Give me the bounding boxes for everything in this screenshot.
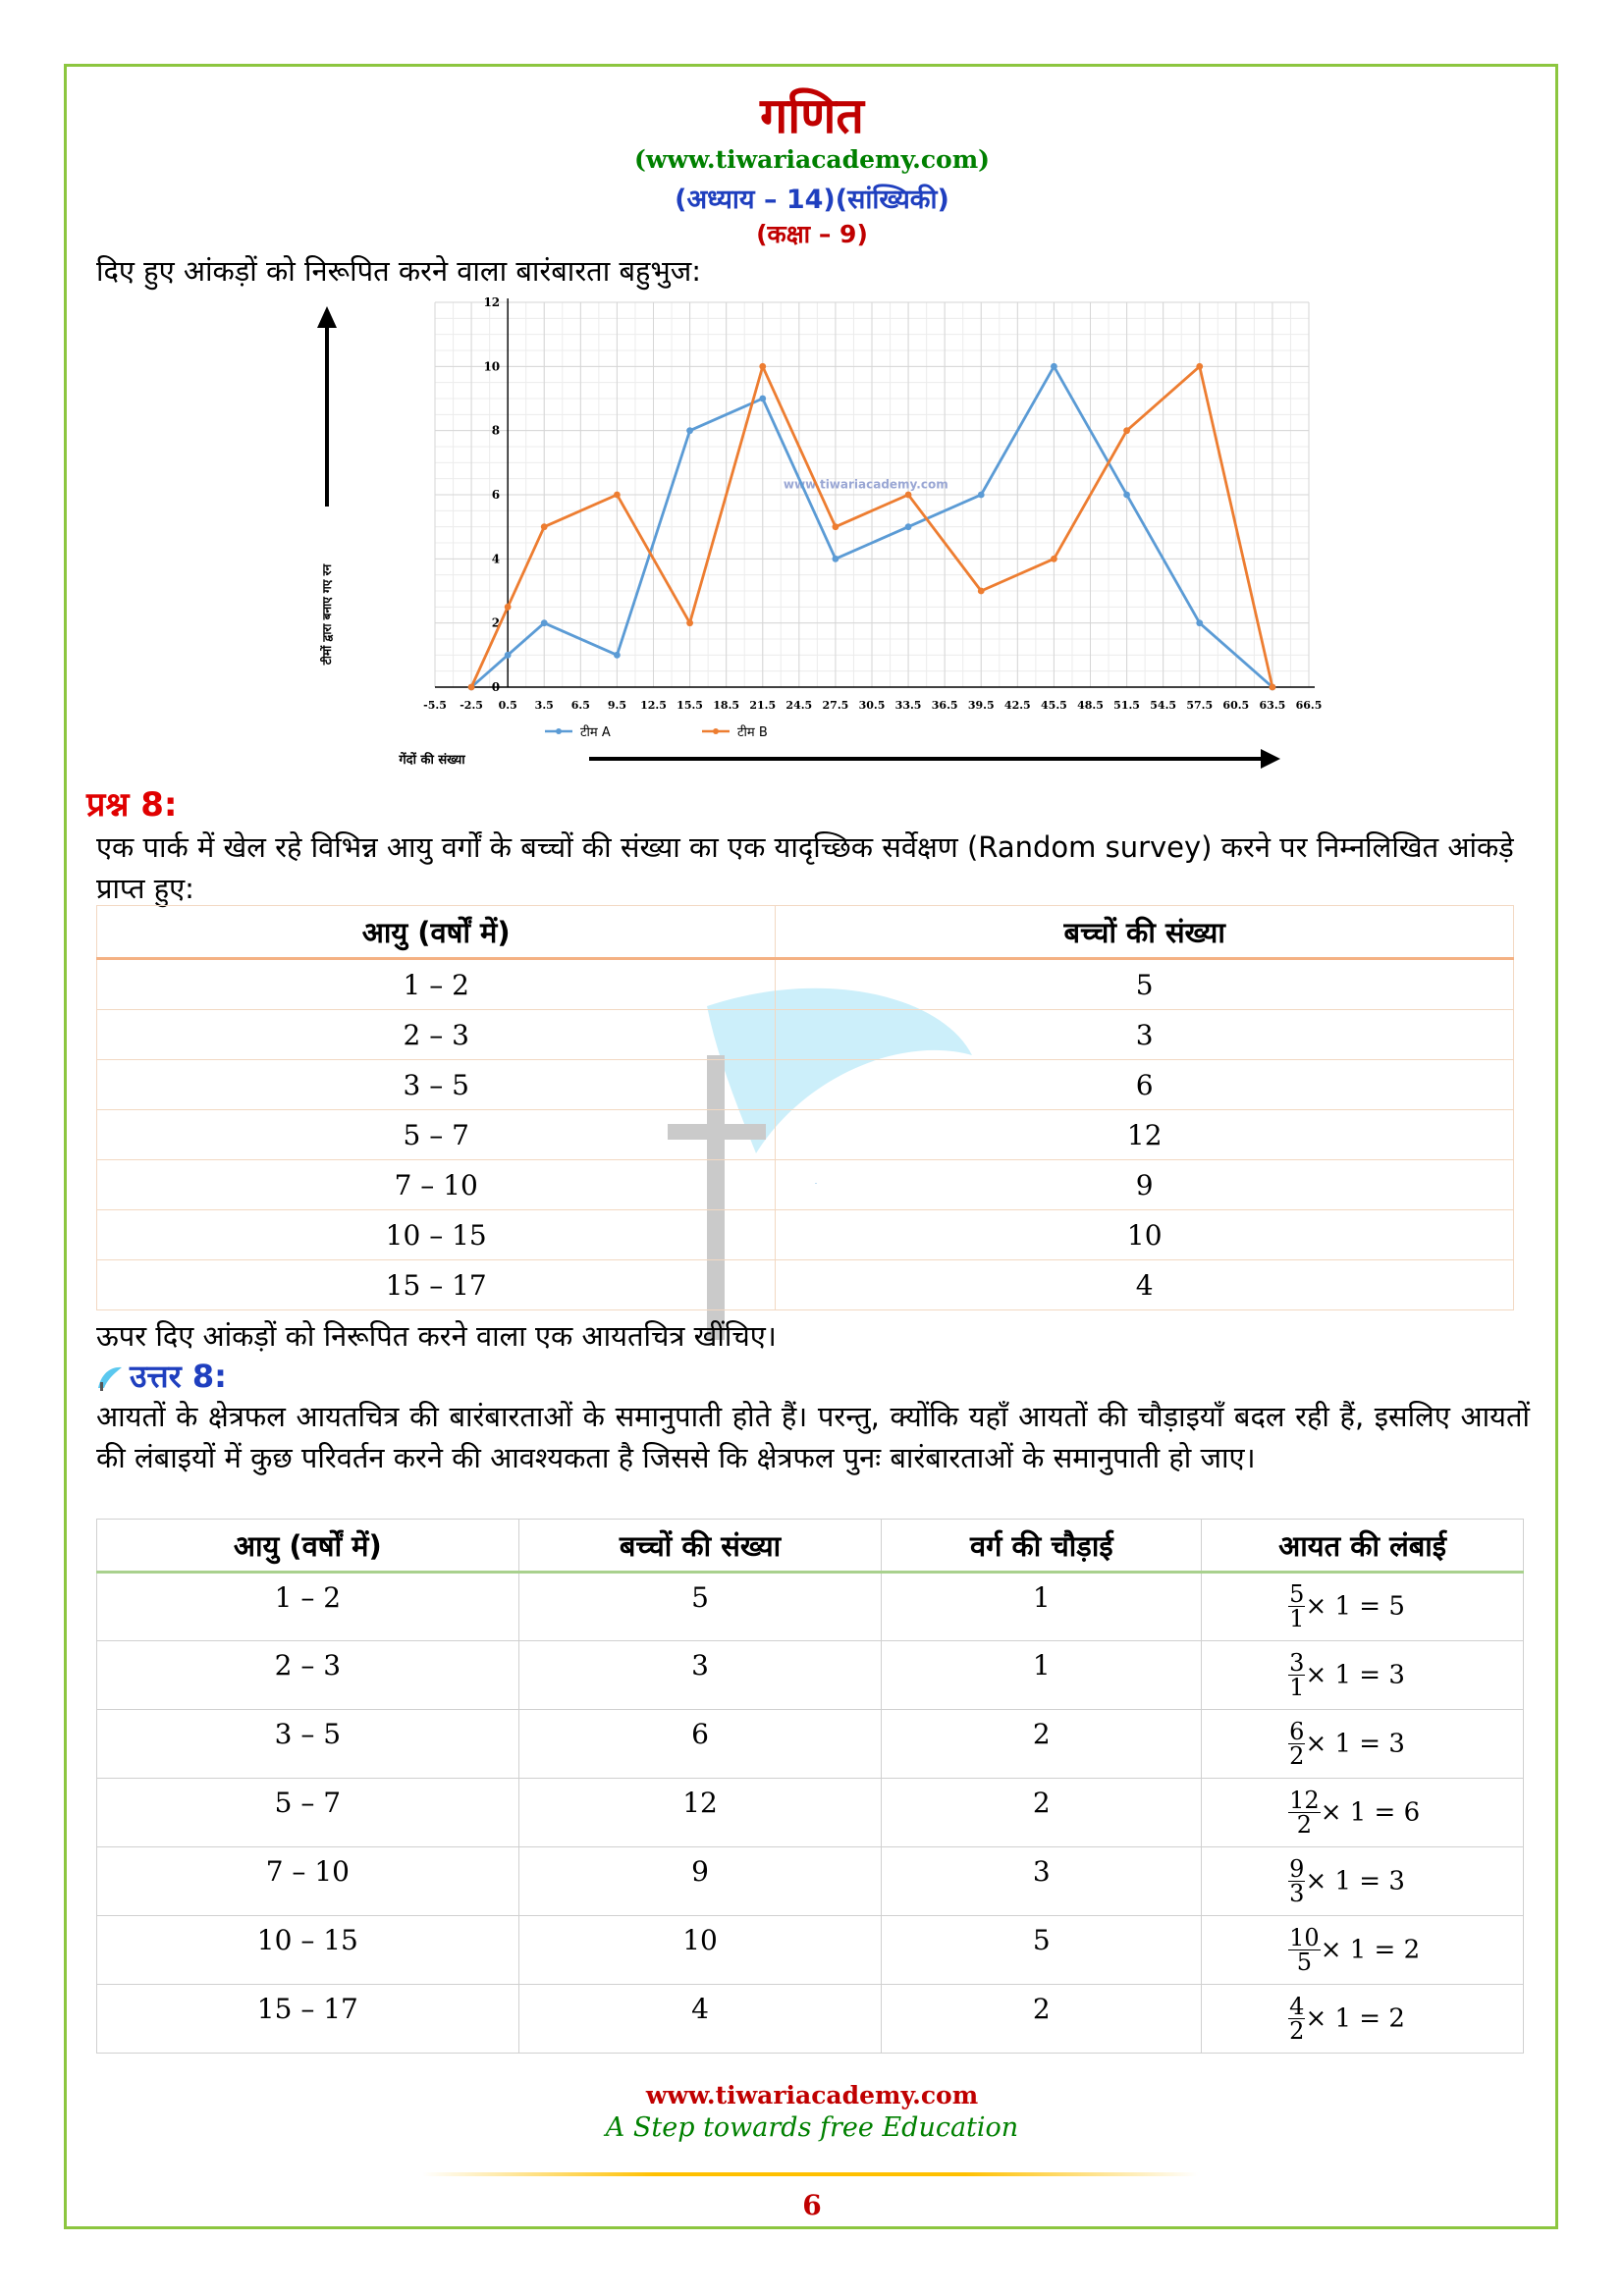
x-tick-label: -2.5 (460, 699, 483, 712)
x-tick-label: 33.5 (894, 699, 922, 712)
answer-heading (96, 1355, 227, 1397)
x-tick-label: 48.5 (1077, 699, 1104, 712)
length-expression: × 1 = 3 (1305, 1866, 1405, 1896)
answer-text: आयतों के क्षेत्रफल आयतचित्र की बारंबारताओं के समानुपाती होते हैं। परन्तु, क्योंकि यहाँ आयतों की चौड़ाइयाँ बदल रही हैं, इसलिए आयतों की लंबाइयों में कुछ परिवर्तन करने की आवश्यकता है जिससे कि क्षेत्रफल पुनः बारंबारताओं के समानुपाती हो जाए। (96, 1400, 1530, 1474)
table-row (97, 1160, 1514, 1210)
length-formula-cell (1202, 1779, 1524, 1847)
width-cell: 2 (882, 1779, 1202, 1847)
chapter-label: (अध्याय – 14)(सांख्यिकी) (675, 185, 949, 215)
y-tick-label: 10 (483, 359, 501, 374)
data-point (833, 556, 839, 562)
page-number: 6 (802, 2189, 822, 2221)
chart-watermark: www.tiwariacademy.com (783, 477, 948, 492)
y-tick-label: 4 (491, 552, 501, 566)
fraction (1288, 1648, 1305, 1701)
age-cell: 15 – 17 (97, 1260, 776, 1310)
data-point (614, 492, 621, 499)
length-formula-cell (1202, 1916, 1524, 1985)
count-cell: 3 (776, 1010, 1514, 1060)
question-table (96, 905, 1514, 1310)
x-axis-label: गेंदों की संख्या (399, 753, 465, 768)
col-header-age: आयु (वर्षों में) (97, 906, 776, 959)
width-cell: 1 (882, 1641, 1202, 1710)
tiwari-leaf-icon (96, 1364, 124, 1392)
data-point (1196, 363, 1203, 370)
length-expression: × 1 = 5 (1305, 1591, 1405, 1622)
count-cell: 10 (518, 1916, 882, 1985)
age-cell: 10 – 15 (97, 1916, 519, 1985)
count-cell: 5 (518, 1573, 882, 1641)
legend-marker (556, 728, 562, 734)
count-cell: 5 (776, 959, 1514, 1010)
fraction (1288, 1923, 1321, 1976)
age-cell: 10 – 15 (97, 1210, 776, 1260)
x-tick-label: 60.5 (1222, 699, 1250, 712)
x-tick-label: 9.5 (607, 699, 626, 712)
length-formula-cell (1202, 1641, 1524, 1710)
frequency-polygon-chart (295, 291, 1335, 772)
table-row (97, 959, 1514, 1010)
width-cell: 1 (882, 1573, 1202, 1641)
data-point (1196, 619, 1203, 626)
count-cell: 6 (776, 1060, 1514, 1110)
fraction-denominator: 2 (1296, 1810, 1313, 1839)
data-point (686, 619, 693, 626)
table-row (97, 1260, 1514, 1310)
table-row (97, 1710, 1524, 1779)
table-row (97, 1985, 1524, 2054)
table-row (97, 1210, 1514, 1260)
question-text: एक पार्क में खेल रहे विभिन्न आयु वर्गों के बच्चों की संख्या का एक यादृच्छिक सर्वेक्षण (Random survey) करने पर निम्नलिखित आंकड़े प्राप्त हुए: (96, 830, 1514, 905)
x-tick-label: 21.5 (749, 699, 777, 712)
data-point (614, 652, 621, 659)
y-tick-label: 0 (491, 680, 501, 694)
fraction-denominator: 2 (1289, 2016, 1305, 2045)
fraction-numerator: 5 (1289, 1580, 1305, 1608)
table-row (97, 1010, 1514, 1060)
table-row (97, 1641, 1524, 1710)
table-row (97, 1916, 1524, 1985)
length-formula-cell (1202, 1847, 1524, 1916)
data-point (468, 684, 475, 691)
data-point (541, 619, 548, 626)
col-header-age: आयु (वर्षों में) (97, 1520, 519, 1573)
data-point (833, 523, 839, 530)
data-point (905, 523, 912, 530)
data-point (1051, 556, 1057, 562)
col-header-count: बच्चों की संख्या (776, 906, 1514, 959)
question-heading: प्रश्न 8: (86, 785, 178, 825)
x-tick-label: -5.5 (423, 699, 447, 712)
table-row (97, 1573, 1524, 1641)
fraction-denominator: 1 (1289, 1605, 1305, 1632)
x-tick-label: 57.5 (1186, 699, 1214, 712)
x-tick-label: 42.5 (1003, 699, 1031, 712)
count-cell: 3 (518, 1641, 882, 1710)
age-cell: 2 – 3 (97, 1010, 776, 1060)
fraction-numerator: 4 (1289, 1992, 1305, 2020)
age-cell: 7 – 10 (97, 1160, 776, 1210)
age-cell: 5 – 7 (97, 1110, 776, 1160)
length-expression: × 1 = 3 (1305, 1660, 1405, 1689)
y-tick-label: 2 (491, 615, 501, 630)
x-arrow-head (1261, 749, 1280, 769)
age-cell: 1 – 2 (97, 1573, 519, 1641)
fraction-numerator: 3 (1289, 1648, 1305, 1677)
intro-text: दिए हुए आंकड़ों को निरूपित करने वाला बारंबारता बहुभुज: (96, 254, 702, 288)
age-cell: 5 – 7 (97, 1779, 519, 1847)
age-cell: 3 – 5 (97, 1060, 776, 1110)
y-tick-label: 8 (491, 423, 501, 438)
length-formula-cell (1202, 1985, 1524, 2054)
class-label: (कक्षा – 9) (756, 220, 868, 248)
length-formula-cell (1202, 1573, 1524, 1641)
x-tick-label: 0.5 (498, 699, 517, 712)
fraction (1288, 1786, 1321, 1839)
fraction-denominator: 3 (1289, 1879, 1305, 1907)
x-tick-label: 66.5 (1295, 699, 1323, 712)
age-cell: 1 – 2 (97, 959, 776, 1010)
length-expression: × 1 = 6 (1320, 1797, 1421, 1827)
age-cell: 7 – 10 (97, 1847, 519, 1916)
data-point (686, 427, 693, 434)
width-cell: 3 (882, 1847, 1202, 1916)
x-tick-label: 12.5 (640, 699, 667, 712)
data-point (978, 492, 985, 499)
x-tick-label: 24.5 (785, 699, 813, 712)
x-tick-label: 3.5 (534, 699, 554, 712)
data-point (1051, 363, 1057, 370)
count-cell: 10 (776, 1210, 1514, 1260)
x-tick-label: 36.5 (931, 699, 958, 712)
fraction-denominator: 1 (1289, 1673, 1305, 1701)
data-point (759, 363, 766, 370)
x-tick-label: 51.5 (1113, 699, 1140, 712)
x-tick-label: 30.5 (858, 699, 886, 712)
fraction-denominator: 2 (1289, 1741, 1305, 1770)
legend-label: टीम B (737, 725, 768, 740)
count-cell: 12 (776, 1110, 1514, 1160)
footer-site: www.tiwariacademy.com (645, 2081, 979, 2109)
age-cell: 15 – 17 (97, 1985, 519, 2054)
table-row (97, 1847, 1524, 1916)
count-cell: 9 (776, 1160, 1514, 1210)
y-arrow-head (317, 306, 337, 328)
length-expression: × 1 = 3 (1305, 1729, 1405, 1758)
fraction-numerator: 12 (1289, 1786, 1320, 1814)
table-row (97, 1060, 1514, 1110)
col-header-width: वर्ग की चौड़ाई (882, 1520, 1202, 1573)
width-cell: 2 (882, 1985, 1202, 2054)
page-title: गणित (760, 87, 864, 144)
fraction (1288, 1854, 1305, 1907)
data-point (1123, 427, 1130, 434)
question-instruction: ऊपर दिए आंकड़ों को निरूपित करने वाला एक आयतचित्र खींचिए। (96, 1319, 777, 1353)
data-point (505, 604, 512, 611)
count-cell: 4 (776, 1260, 1514, 1310)
y-tick-label: 12 (483, 295, 501, 309)
count-cell: 9 (518, 1847, 882, 1916)
data-point (1270, 684, 1276, 691)
x-tick-label: 15.5 (677, 699, 703, 712)
footer-tagline: A Step towards free Education (605, 2112, 1019, 2143)
length-expression: × 1 = 2 (1305, 2003, 1405, 2033)
count-cell: 4 (518, 1985, 882, 2054)
age-cell: 3 – 5 (97, 1710, 519, 1779)
x-tick-label: 39.5 (967, 699, 995, 712)
width-cell: 5 (882, 1916, 1202, 1985)
table-row (97, 1110, 1514, 1160)
length-formula-cell (1202, 1710, 1524, 1779)
fraction (1288, 1582, 1305, 1630)
x-tick-label: 18.5 (713, 699, 740, 712)
x-tick-label: 45.5 (1041, 699, 1067, 712)
y-tick-label: 6 (491, 488, 501, 502)
data-point (978, 588, 985, 595)
y-axis-label: टीमों द्वारा बनाए गए रन (320, 563, 334, 666)
x-tick-label: 54.5 (1150, 699, 1177, 712)
length-expression: × 1 = 2 (1320, 1935, 1421, 1964)
age-cell: 2 – 3 (97, 1641, 519, 1710)
data-point (505, 652, 512, 659)
legend-marker (713, 728, 719, 734)
header-site: (www.tiwariacademy.com) (633, 145, 990, 174)
x-tick-label: 27.5 (822, 699, 849, 712)
answer-heading-label: उत्तर 8: (130, 1358, 227, 1395)
fraction (1288, 1992, 1305, 2045)
col-header-count: बच्चों की संख्या (518, 1520, 882, 1573)
fraction-numerator: 6 (1289, 1717, 1305, 1745)
fraction-denominator: 5 (1296, 1948, 1313, 1976)
x-tick-label: 63.5 (1259, 699, 1286, 712)
data-point (759, 396, 766, 402)
legend-label: टीम A (580, 725, 611, 740)
data-point (905, 492, 912, 499)
fraction (1288, 1717, 1305, 1770)
count-cell: 6 (518, 1710, 882, 1779)
table-row (97, 1779, 1524, 1847)
data-point (1123, 492, 1130, 499)
x-tick-label: 6.5 (570, 699, 590, 712)
fraction-numerator: 9 (1289, 1854, 1305, 1883)
col-header-length: आयत की लंबाई (1202, 1520, 1524, 1573)
data-point (541, 523, 548, 530)
fraction-numerator: 10 (1289, 1923, 1320, 1951)
answer-table (96, 1519, 1524, 2054)
width-cell: 2 (882, 1710, 1202, 1779)
count-cell: 12 (518, 1779, 882, 1847)
footer-divider (422, 2172, 1198, 2176)
